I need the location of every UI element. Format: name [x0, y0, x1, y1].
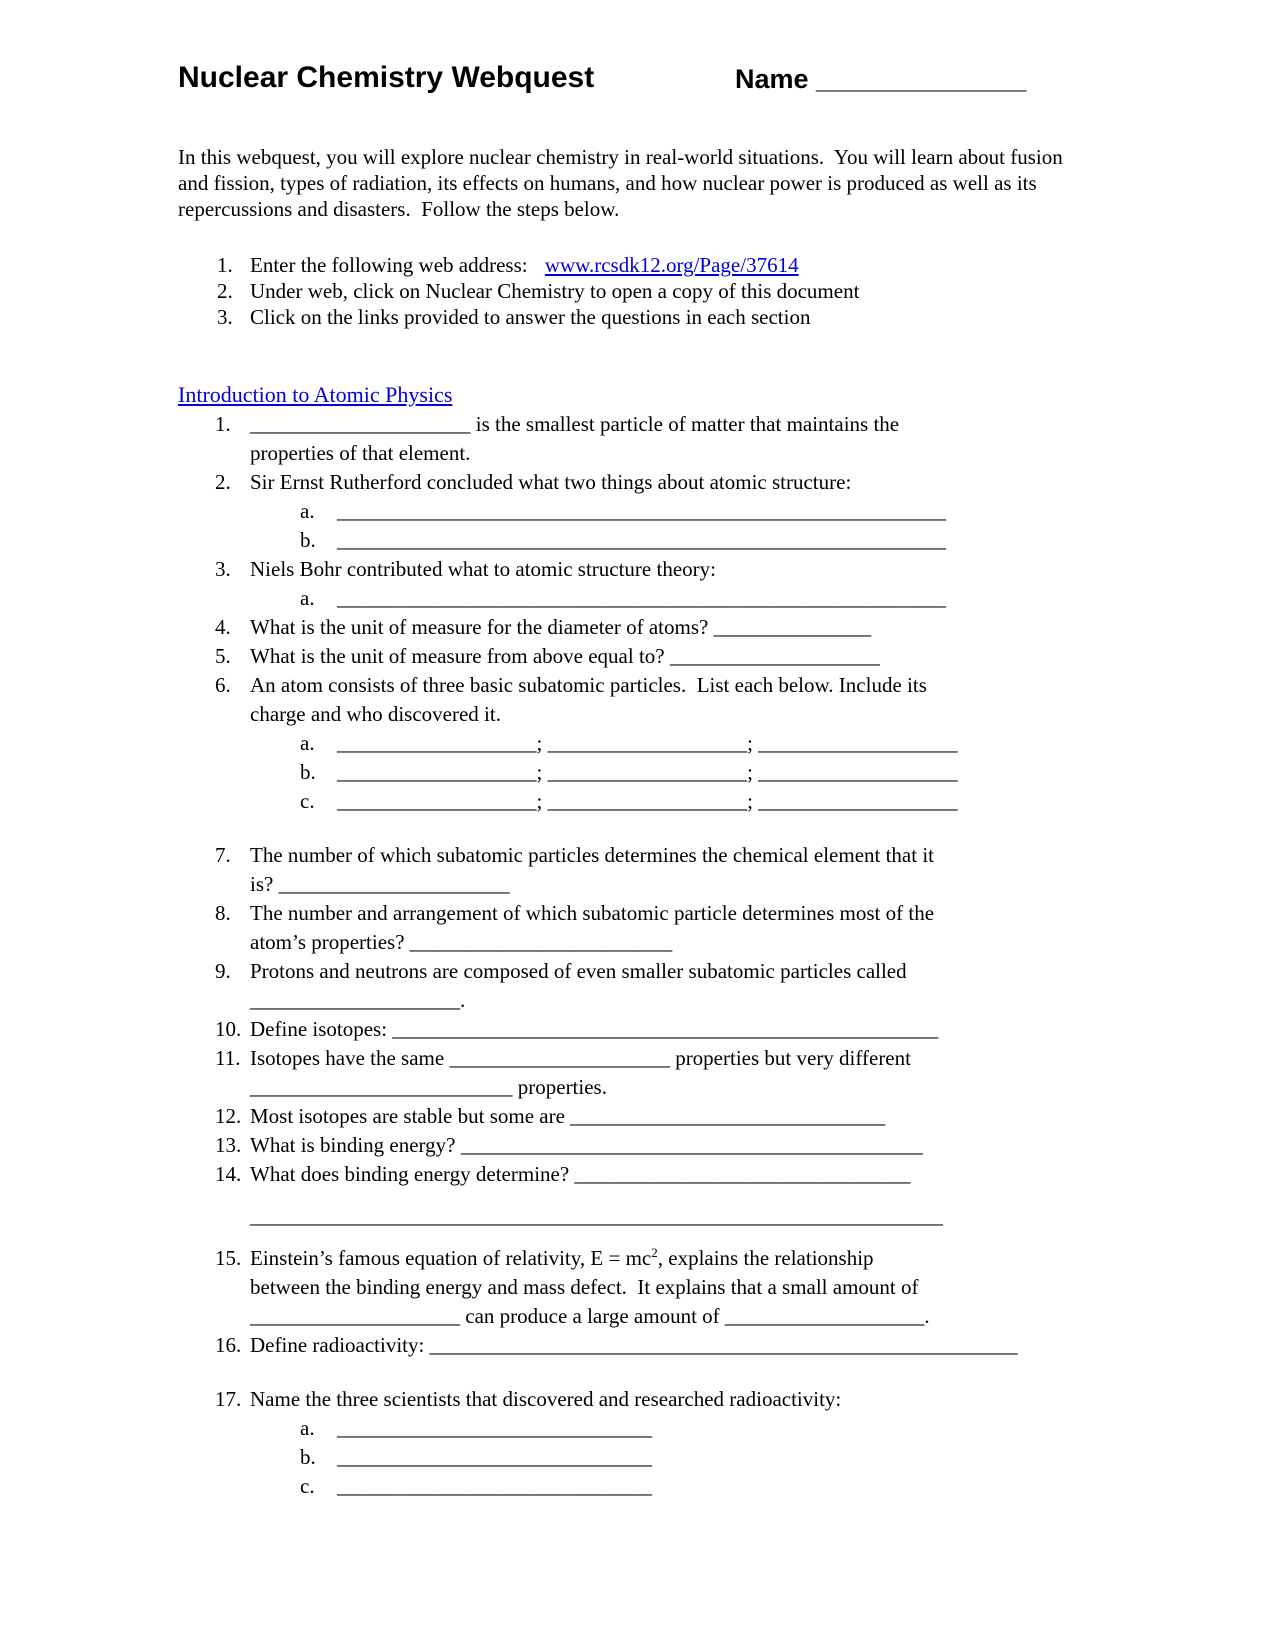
question-number: [215, 700, 250, 729]
question-text: between the binding energy and mass defect. It explains that a small amount of: [250, 1275, 919, 1299]
question-number: [215, 1273, 250, 1302]
question-text-part: Einstein’s famous equation of relativity, E = mc: [250, 1246, 652, 1270]
question-line: [178, 613, 1160, 642]
question-number: [215, 439, 250, 468]
sub-item-letter: b.: [300, 760, 316, 784]
question-number: 16.: [215, 1333, 242, 1357]
question-text: Protons and neutrons are composed of even smaller subatomic particles called: [250, 959, 907, 983]
sub-item-letter: a.: [300, 499, 315, 523]
question-text: What does binding energy determine? ________________________________: [250, 1162, 911, 1186]
question-continuation-line: [178, 928, 1160, 957]
question-continuation-line: [178, 700, 1160, 729]
question-line: [178, 671, 1160, 700]
question-continuation-line: [178, 1273, 1160, 1302]
sub-answer-line: [178, 729, 1160, 758]
intro-line: and fission, types of radiation, its effects on humans, and how nuclear power is produced as well as its: [178, 171, 1037, 195]
question-continuation-line: [178, 986, 1160, 1015]
answer-blank-line: ______________________________: [337, 1445, 652, 1469]
question-number: [215, 1073, 250, 1102]
question-text: What is the unit of measure for the diameter of atoms? _______________: [250, 615, 872, 639]
question-number: 2.: [215, 470, 231, 494]
sub-item-letter: b.: [300, 1445, 316, 1469]
sub-answer-line: [178, 1443, 1160, 1472]
question-text: Sir Ernst Rutherford concluded what two things about atomic structure:: [250, 470, 852, 494]
question-line: [178, 1015, 1160, 1044]
question-line: [178, 1102, 1160, 1131]
question-number: 1.: [215, 412, 231, 436]
question-continuation-line: [178, 870, 1160, 899]
question-continuation-line: [178, 439, 1160, 468]
step-item: [178, 304, 1160, 330]
question-line: [178, 899, 1160, 928]
question-number: 15.: [215, 1246, 242, 1270]
step-item: [178, 278, 1160, 304]
question-number: 5.: [215, 644, 231, 668]
question-number: 13.: [215, 1133, 242, 1157]
question-number: [215, 1302, 250, 1331]
step-number: 2.: [217, 279, 233, 303]
question-text: atom’s properties? _________________________: [250, 930, 673, 954]
answer-blank-line: __________________________________________________________________: [250, 1204, 943, 1228]
step-number: 1.: [217, 253, 233, 277]
question-text: Niels Bohr contributed what to atomic structure theory:: [250, 557, 716, 581]
question-text: charge and who discovered it.: [250, 702, 501, 726]
question-text: What is the unit of measure from above equal to? ____________________: [250, 644, 880, 668]
question-line: [178, 957, 1160, 986]
question-text: What is binding energy? ____________________________________________: [250, 1133, 923, 1157]
step-text: Under web, click on Nuclear Chemistry to open a copy of this document: [250, 279, 860, 303]
question-continuation-line: [178, 1073, 1160, 1102]
sub-item-letter: c.: [300, 789, 315, 813]
step-text: Click on the links provided to answer the questions in each section: [250, 305, 811, 329]
sub-answer-line: [178, 497, 1160, 526]
question-line: [178, 1044, 1160, 1073]
question-line: [178, 555, 1160, 584]
question-line: [178, 841, 1160, 870]
section-heading-link[interactable]: Introduction to Atomic Physics: [178, 382, 453, 407]
question-line: [178, 1385, 1160, 1414]
question-text: ___________________; ___________________; ___________________: [337, 760, 958, 784]
question-number: 10.: [215, 1017, 242, 1041]
question-continuation-line: [178, 1202, 1160, 1231]
question-text-part: , explains the relationship: [657, 1246, 874, 1270]
question-line: [178, 1131, 1160, 1160]
question-text: Isotopes have the same _____________________ properties but very different: [250, 1046, 911, 1070]
question-text: [250, 1244, 874, 1273]
question-number: 8.: [215, 901, 231, 925]
intro-paragraph: [178, 144, 1160, 222]
question-number: 3.: [215, 557, 231, 581]
question-number: 9.: [215, 959, 231, 983]
sub-item-letter: a.: [300, 731, 315, 755]
question-text: _____________________ is the smallest particle of matter that maintains the: [250, 412, 900, 436]
question-text: Name the three scientists that discovered and researched radioactivity:: [250, 1387, 842, 1411]
name-field: [735, 62, 1026, 96]
answer-blank-line: ____________________.: [250, 988, 466, 1012]
answer-blank-line: __________________________________________________________: [337, 586, 946, 610]
question-continuation-line: [178, 1302, 1160, 1331]
step-item: [178, 252, 1160, 278]
answer-blank-line: ______________________________: [337, 1416, 652, 1440]
question-text: _________________________ properties.: [250, 1075, 607, 1099]
question-text: properties of that element.: [250, 441, 471, 465]
page-title: Nuclear Chemistry Webquest: [178, 61, 595, 94]
answer-blank-line: ______________________________: [337, 1474, 652, 1498]
header: [178, 60, 1160, 98]
question-text: Define isotopes: ____________________________________________________: [250, 1017, 939, 1041]
question-text: Define radioactivity: ________________________________________________________: [250, 1333, 1018, 1357]
question-line: [178, 468, 1160, 497]
sub-answer-line: [178, 1472, 1160, 1501]
question-number: 14.: [215, 1162, 242, 1186]
question-number: [215, 986, 250, 1015]
sub-answer-line: [178, 758, 1160, 787]
question-text: Most isotopes are stable but some are ______________________________: [250, 1104, 886, 1128]
question-line: [178, 1331, 1160, 1360]
answer-blank-line: __________________________________________________________: [337, 499, 946, 523]
sub-answer-line: [178, 526, 1160, 555]
intro-line: In this webquest, you will explore nuclear chemistry in real-world situations. You will learn about fusion: [178, 145, 1063, 169]
sub-item-letter: c.: [300, 1474, 315, 1498]
question-text: ____________________ can produce a large amount of ___________________.: [250, 1304, 930, 1328]
question-number: 4.: [215, 615, 231, 639]
question-text: An atom consists of three basic subatomic particles. List each below. Include its: [250, 673, 927, 697]
sub-answer-line: [178, 584, 1160, 613]
answer-blank-line: __________________________________________________________: [337, 528, 946, 552]
question-line: [178, 1244, 1160, 1273]
instruction-steps: [178, 252, 1160, 330]
webquest-url-link[interactable]: www.rcsdk12.org/Page/37614: [544, 253, 799, 277]
question-text: ___________________; ___________________; ___________________: [337, 731, 958, 755]
sub-answer-line: [178, 787, 1160, 816]
name-blank-line: ______________: [816, 64, 1027, 94]
sub-answer-line: [178, 1414, 1160, 1443]
question-line: [178, 410, 1160, 439]
question-line: [178, 1160, 1160, 1189]
superscript: 2: [651, 1245, 658, 1260]
question-text: The number of which subatomic particles determines the chemical element that it: [250, 843, 935, 867]
section-heading: [178, 380, 1160, 410]
question-text: is? ______________________: [250, 872, 510, 896]
question-number: 17.: [215, 1387, 242, 1411]
sub-item-letter: b.: [300, 528, 316, 552]
intro-line: repercussions and disasters. Follow the steps below.: [178, 197, 620, 221]
sub-item-letter: a.: [300, 586, 315, 610]
question-number: [215, 870, 250, 899]
question-text: ___________________; ___________________; ___________________: [337, 789, 958, 813]
step-text: Enter the following web address:: [250, 253, 533, 277]
question-number: 6.: [215, 673, 231, 697]
name-label: Name: [735, 64, 817, 94]
question-text: The number and arrangement of which subatomic particle determines most of the: [250, 901, 935, 925]
question-number: 7.: [215, 843, 231, 867]
question-number: 12.: [215, 1104, 242, 1128]
sub-item-letter: a.: [300, 1416, 315, 1440]
question-list: [178, 410, 1160, 1501]
question-number: [215, 1202, 250, 1231]
question-line: [178, 642, 1160, 671]
question-number: 11.: [215, 1046, 241, 1070]
question-number: [215, 928, 250, 957]
step-number: 3.: [217, 305, 233, 329]
